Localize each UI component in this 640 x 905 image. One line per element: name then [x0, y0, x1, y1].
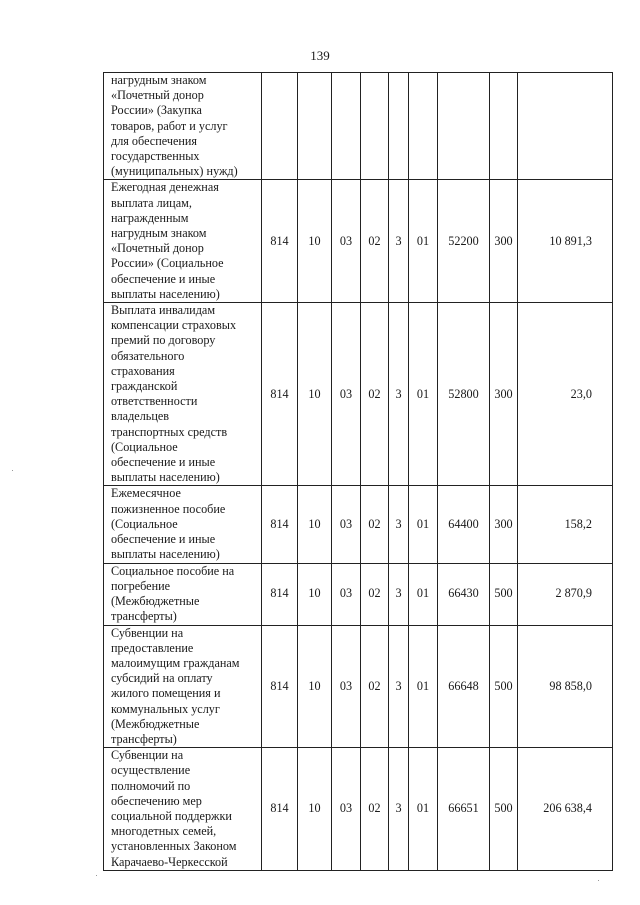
- cell-subsection: 03: [332, 303, 361, 486]
- cell-subsection: 03: [332, 625, 361, 748]
- cell-section: 10: [298, 563, 332, 625]
- table-row: [104, 563, 613, 625]
- budget-table: [103, 72, 613, 871]
- cell-main-activity: 01: [409, 180, 438, 303]
- cell-direction: [438, 73, 490, 180]
- cell-main-activity: 01: [409, 625, 438, 748]
- scan-speck: [96, 875, 97, 876]
- cell-admin: 814: [262, 303, 298, 486]
- cell-expense-type: [490, 73, 518, 180]
- cell-subprogram: 3: [389, 563, 409, 625]
- cell-section: 10: [298, 180, 332, 303]
- cell-admin: [262, 73, 298, 180]
- cell-main-activity: 01: [409, 563, 438, 625]
- cell-program: 02: [361, 563, 389, 625]
- cell-program: [361, 73, 389, 180]
- cell-direction: 66651: [438, 748, 490, 871]
- table-row: [104, 748, 613, 871]
- cell-expense-type: 500: [490, 625, 518, 748]
- cell-direction: 52200: [438, 180, 490, 303]
- cell-amount: 158,2: [518, 486, 613, 563]
- cell-admin: 814: [262, 625, 298, 748]
- table-row: [104, 486, 613, 563]
- cell-subprogram: 3: [389, 180, 409, 303]
- cell-subprogram: 3: [389, 303, 409, 486]
- cell-subprogram: 3: [389, 625, 409, 748]
- scan-speck: [598, 880, 599, 881]
- cell-direction: 52800: [438, 303, 490, 486]
- cell-program: 02: [361, 180, 389, 303]
- cell-expense-type: 300: [490, 303, 518, 486]
- cell-direction: 64400: [438, 486, 490, 563]
- cell-main-activity: 01: [409, 303, 438, 486]
- cell-main-activity: 01: [409, 486, 438, 563]
- table-row: [104, 303, 613, 486]
- cell-section: 10: [298, 303, 332, 486]
- cell-expense-type: 300: [490, 180, 518, 303]
- row-description: Ежемесячное пожизненное пособие (Социальное обеспечение и иные выплаты населению): [104, 486, 262, 563]
- cell-direction: 66430: [438, 563, 490, 625]
- cell-admin: 814: [262, 563, 298, 625]
- cell-amount: [518, 73, 613, 180]
- cell-expense-type: 500: [490, 563, 518, 625]
- cell-amount: 23,0: [518, 303, 613, 486]
- row-description: Ежегодная денежная выплата лицам, награжденным нагрудным знаком «Почетный донор России» (Социальное обеспечение и иные выплаты населению): [104, 180, 262, 303]
- table-row: [104, 73, 613, 180]
- cell-amount: 206 638,4: [518, 748, 613, 871]
- cell-main-activity: [409, 73, 438, 180]
- cell-main-activity: 01: [409, 748, 438, 871]
- cell-expense-type: 500: [490, 748, 518, 871]
- cell-subsection: 03: [332, 486, 361, 563]
- row-description: Субвенции на осуществление полномочий по обеспечению мер социальной поддержки многодетных семей, установленных Законом Карачаево-Черкесской: [104, 748, 262, 871]
- scan-speck: [12, 470, 13, 471]
- cell-section: 10: [298, 486, 332, 563]
- cell-subsection: 03: [332, 748, 361, 871]
- cell-admin: 814: [262, 180, 298, 303]
- cell-subsection: 03: [332, 180, 361, 303]
- cell-subprogram: [389, 73, 409, 180]
- row-description: Социальное пособие на погребение (Межбюджетные трансферты): [104, 563, 262, 625]
- row-description: Выплата инвалидам компенсации страховых премий по договору обязательного страхования гражданской ответственности владельцев транспортных средств (Социальное обеспечение и иные выплаты населению): [104, 303, 262, 486]
- cell-subprogram: 3: [389, 748, 409, 871]
- page-number: 139: [310, 48, 330, 63]
- cell-subsection: [332, 73, 361, 180]
- cell-expense-type: 300: [490, 486, 518, 563]
- table-row: [104, 180, 613, 303]
- row-description: нагрудным знаком «Почетный донор России» (Закупка товаров, работ и услуг для обеспечения государственных (муниципальных) нужд): [104, 73, 262, 180]
- cell-section: 10: [298, 748, 332, 871]
- cell-subprogram: 3: [389, 486, 409, 563]
- cell-subsection: 03: [332, 563, 361, 625]
- cell-section: [298, 73, 332, 180]
- cell-amount: 2 870,9: [518, 563, 613, 625]
- cell-program: 02: [361, 748, 389, 871]
- cell-program: 02: [361, 625, 389, 748]
- table-body: [104, 73, 613, 871]
- cell-admin: 814: [262, 748, 298, 871]
- cell-amount: 98 858,0: [518, 625, 613, 748]
- cell-admin: 814: [262, 486, 298, 563]
- cell-direction: 66648: [438, 625, 490, 748]
- row-description: Субвенции на предоставление малоимущим гражданам субсидий на оплату жилого помещения и коммунальных услуг (Межбюджетные трансферты): [104, 625, 262, 748]
- cell-section: 10: [298, 625, 332, 748]
- table-row: [104, 625, 613, 748]
- cell-amount: 10 891,3: [518, 180, 613, 303]
- cell-program: 02: [361, 303, 389, 486]
- cell-program: 02: [361, 486, 389, 563]
